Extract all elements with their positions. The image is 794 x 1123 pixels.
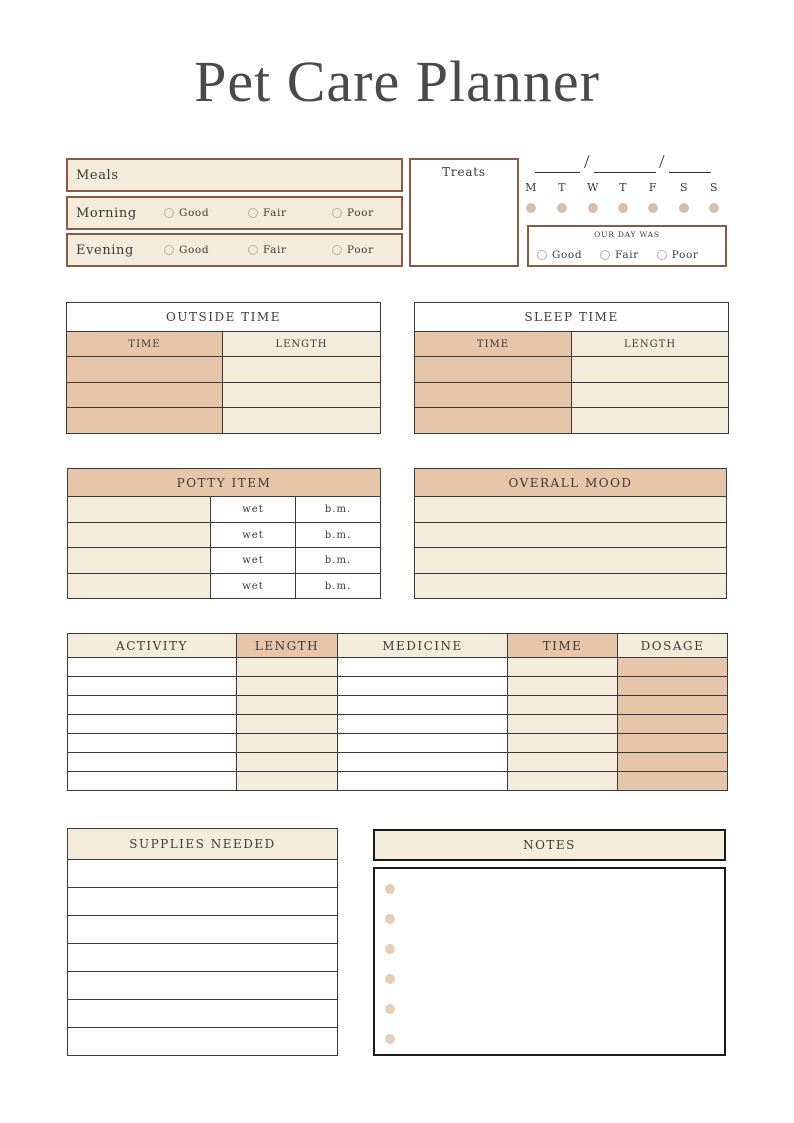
radio-icon[interactable] [332,208,342,218]
wet-cell[interactable]: wet [211,523,296,548]
day-dot-icon[interactable] [588,203,598,213]
potty-table [67,468,381,599]
radio-icon[interactable] [657,250,667,260]
sleep-time-cell[interactable] [415,383,572,408]
day-dot-icon[interactable] [526,203,536,213]
mood-cell[interactable] [415,548,727,574]
activity-cell[interactable] [68,753,237,772]
date-separator: / [584,151,590,173]
outside-length-cell[interactable] [223,357,381,383]
weekday-friday: F [648,181,658,194]
radio-icon[interactable] [164,208,174,218]
column-header-time: TIME [415,332,572,357]
weekday-monday: M [525,181,537,194]
potty-item-cell[interactable] [68,548,211,574]
potty-item-cell[interactable] [68,523,211,548]
medicine-cell[interactable] [338,658,508,677]
dosage-cell[interactable] [618,715,728,734]
morning-fair-option[interactable]: Fair [248,207,332,219]
radio-icon[interactable] [600,250,610,260]
outside-length-cell[interactable] [223,408,381,434]
column-header-time: TIME [67,332,223,357]
bm-cell[interactable]: b.m. [296,523,381,548]
weekday-wednesday: W [587,181,599,194]
radio-icon[interactable] [164,245,174,255]
bullet-icon [385,1034,395,1044]
dosage-cell[interactable] [618,753,728,772]
length-cell[interactable] [237,734,338,753]
medicine-cell[interactable] [338,772,508,791]
supply-line[interactable] [68,1028,338,1056]
supply-line[interactable] [68,1000,338,1028]
table-row [68,696,728,715]
wet-cell[interactable]: wet [211,574,296,599]
table-row [68,753,728,772]
day-good-option[interactable]: Good [537,249,582,261]
time-cell[interactable] [508,658,618,677]
evening-meal-row [66,233,403,267]
mood-cell[interactable] [415,497,727,523]
bullet-icon [385,914,395,924]
table-row [68,772,728,791]
morning-meal-row [66,196,403,230]
table-row [68,658,728,677]
mood-cell[interactable] [415,523,727,548]
activity-cell[interactable] [68,772,237,791]
bm-cell[interactable]: b.m. [296,497,381,523]
meals-box [66,158,403,192]
sleep-length-cell[interactable] [572,408,729,434]
dosage-cell[interactable] [618,696,728,715]
time-cell[interactable] [508,734,618,753]
dosage-cell[interactable] [618,734,728,753]
time-cell[interactable] [508,715,618,734]
outside-time-table [66,302,381,434]
column-header-dosage: DOSAGE [618,634,728,658]
day-dot-icon[interactable] [709,203,719,213]
outside-time-cell[interactable] [67,383,223,408]
column-header-time: TIME [508,634,618,658]
meals-label: Meals [76,167,119,183]
table-row [68,734,728,753]
morning-good-option[interactable]: Good [164,207,248,219]
date-year-line[interactable] [669,172,711,173]
column-header-medicine: MEDICINE [338,634,508,658]
date-day-line[interactable] [594,172,656,173]
notes-title: NOTES [373,829,726,861]
outside-time-cell[interactable] [67,408,223,434]
treats-box[interactable] [409,158,519,267]
length-cell[interactable] [237,715,338,734]
column-header-activity: ACTIVITY [68,634,237,658]
sleep-time-title: SLEEP TIME [415,303,729,332]
time-cell[interactable] [508,772,618,791]
treats-label: Treats [442,165,486,179]
weekday-saturday: S [679,181,689,194]
activity-cell[interactable] [68,658,237,677]
supply-line[interactable] [68,888,338,916]
radio-icon[interactable] [248,245,258,255]
activity-cell[interactable] [68,677,237,696]
notes-area[interactable] [373,867,726,1056]
column-header-length: LENGTH [223,332,381,357]
dosage-cell[interactable] [618,772,728,791]
sleep-time-cell[interactable] [415,408,572,434]
supplies-table [67,828,338,1056]
weekday-thursday: T [619,181,627,194]
activity-cell[interactable] [68,715,237,734]
evening-poor-option[interactable]: Poor [332,244,374,256]
weekday-sunday: S [709,181,719,194]
medicine-cell[interactable] [338,677,508,696]
radio-icon[interactable] [248,208,258,218]
length-cell[interactable] [237,696,338,715]
morning-label: Morning [76,205,137,221]
column-header-length: LENGTH [237,634,338,658]
supplies-title: SUPPLIES NEEDED [68,829,338,860]
supply-line[interactable] [68,860,338,888]
outside-time-cell[interactable] [67,357,223,383]
day-dot-icon[interactable] [679,203,689,213]
length-cell[interactable] [237,677,338,696]
outside-time-title: OUTSIDE TIME [67,303,381,332]
sleep-time-cell[interactable] [415,357,572,383]
supply-line[interactable] [68,944,338,972]
sleep-length-cell[interactable] [572,383,729,408]
medicine-cell[interactable] [338,696,508,715]
bm-cell[interactable]: b.m. [296,574,381,599]
evening-good-option[interactable]: Good [164,244,248,256]
time-cell[interactable] [508,753,618,772]
length-cell[interactable] [237,772,338,791]
evening-fair-option[interactable]: Fair [248,244,332,256]
page-title: Pet Care Planner [194,49,600,114]
day-dot-icon[interactable] [557,203,567,213]
potty-title: POTTY ITEM [68,469,381,497]
overall-mood-title: OVERALL MOOD [415,469,727,497]
time-cell[interactable] [508,696,618,715]
date-separator: / [659,151,665,173]
our-day-was-box [527,225,727,267]
time-cell[interactable] [508,677,618,696]
day-dot-icon[interactable] [618,203,628,213]
bullet-icon [385,974,395,984]
medicine-cell[interactable] [338,715,508,734]
overall-mood-table [414,468,727,599]
day-dot-icon[interactable] [648,203,658,213]
sleep-time-table [414,302,729,434]
activity-cell[interactable] [68,734,237,753]
radio-icon[interactable] [537,250,547,260]
bullet-icon [385,944,395,954]
date-month-line[interactable] [535,172,580,173]
wet-cell[interactable]: wet [211,548,296,574]
wet-cell[interactable]: wet [211,497,296,523]
weekday-tuesday: T [558,181,566,194]
sleep-length-cell[interactable] [572,357,729,383]
activity-medicine-table [67,633,728,791]
length-cell[interactable] [237,658,338,677]
table-row [68,677,728,696]
mood-cell[interactable] [415,574,727,599]
outside-length-cell[interactable] [223,383,381,408]
day-fair-option[interactable]: Fair [600,249,639,261]
supply-line[interactable] [68,972,338,1000]
length-cell[interactable] [237,753,338,772]
dosage-cell[interactable] [618,658,728,677]
bm-cell[interactable]: b.m. [296,548,381,574]
evening-label: Evening [76,242,134,258]
potty-item-cell[interactable] [68,574,211,599]
morning-poor-option[interactable]: Poor [332,207,374,219]
activity-cell[interactable] [68,696,237,715]
dosage-cell[interactable] [618,677,728,696]
potty-item-cell[interactable] [68,497,211,523]
table-row [68,715,728,734]
column-header-length: LENGTH [572,332,729,357]
bullet-icon [385,884,395,894]
medicine-cell[interactable] [338,734,508,753]
bullet-icon [385,1004,395,1014]
supply-line[interactable] [68,916,338,944]
medicine-cell[interactable] [338,753,508,772]
radio-icon[interactable] [332,245,342,255]
day-poor-option[interactable]: Poor [657,249,699,261]
our-day-was-caption: OUR DAY WAS [594,230,660,239]
